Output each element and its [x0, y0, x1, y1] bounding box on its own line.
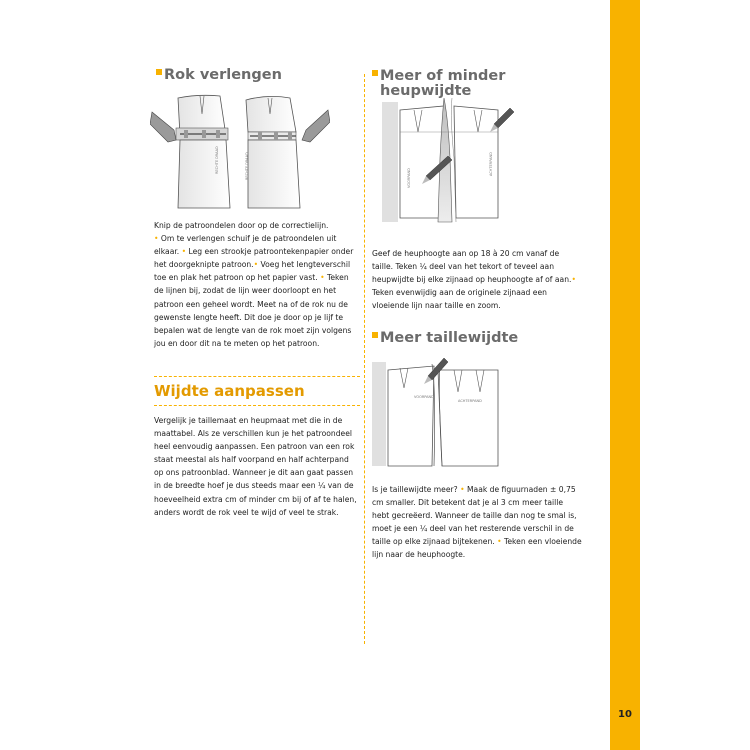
column-divider: [364, 74, 365, 644]
figure-skirt-lengthen: [150, 92, 330, 210]
heading-text: heupwijdte: [380, 83, 472, 99]
paragraph-wijdte-aanpassen: [154, 414, 360, 519]
section-rule-bottom: [154, 405, 360, 406]
section-heading-heupwijdte: [372, 69, 505, 99]
figure-waist-width: [372, 358, 507, 468]
page-number: 10: [618, 709, 632, 720]
section-heading-rok-verlengen: [156, 68, 282, 83]
figure-hip-width: [370, 98, 515, 223]
square-bullet-icon: [156, 69, 162, 75]
text-segment: Leg een strookje patroontekenpapier onder het doorgeknipte patroon.: [154, 247, 354, 270]
side-accent-bar: [610, 0, 640, 750]
section-heading-wijdte-aanpassen: Wijdte aanpassen: [154, 382, 305, 400]
svg-text:VOORPAND: VOORPAND: [407, 168, 411, 188]
square-bullet-icon: [372, 70, 378, 76]
text-segment: Vergelijk je taillemaat en heupmaat met die in de maattabel. Als ze verschillen kun je het patroondeel heel eenvoudig aanpassen. Een patroon van een rok staat meestal als half voorpand en half achterpand op ons patroonblad. Wanneer je dit aan gaat passen in de breedte hoef je dus steeds maar een ¼ van de hoeveelheid extra cm of minder cm bij of af te halen, anders wordt de rok veel te wijd of veel te strak.: [154, 416, 357, 517]
svg-text:RECHTE DRAAD: RECHTE DRAAD: [245, 152, 249, 180]
bullet-dot-icon: •: [571, 275, 576, 285]
text-segment: Knip de patroondelen door op de correctielijn.: [154, 221, 329, 230]
text-segment: Teken een vloeiende lijn naar de heuphoogte.: [372, 537, 582, 560]
heading-text: Meer of minder: [380, 68, 506, 84]
svg-text:ACHTERPAND: ACHTERPAND: [489, 152, 493, 176]
bullet-dot-icon: •: [181, 247, 189, 257]
bullet-dot-icon: •: [320, 273, 327, 283]
text-segment: Geef de heuphoogte aan op 18 à 20 cm vanaf de taille. Teken ¼ deel van het tekort of teveel aan heupwijdte bij elke zijnaad op heuphoogte af of aan.: [372, 249, 572, 285]
bullet-dot-icon: •: [460, 485, 467, 494]
bullet-dot-icon: •: [253, 260, 261, 270]
svg-text:ACHTERPAND: ACHTERPAND: [458, 399, 482, 403]
heading-text: Meer taillewijdte: [380, 330, 519, 346]
text-segment: Is je taillewijdte meer?: [372, 485, 458, 494]
text-segment: Teken de lijnen bij, zodat de lijn weer doorloopt en het patroon een geheel wordt. Meet na of de rok nu de gewenste lengte heeft. Dit doe je door op je lijf te bepalen wat de lengte van de rok moet zijn volgens jou en door dit na te meten op het patroon.: [154, 273, 352, 348]
paragraph-rok-verlengen: [154, 219, 360, 350]
section-heading-taillewijdte: [372, 331, 518, 346]
text-segment: Teken evenwijdig aan de originele zijnaad een vloeiende lijn naar taille en zoom.: [372, 288, 547, 311]
heading-text: Rok verlengen: [164, 67, 282, 83]
bullet-dot-icon: •: [497, 537, 505, 547]
paragraph-taillewijdte: [372, 483, 582, 562]
text-segment: Om te verlengen schuif je de patroondelen uit elkaar.: [154, 234, 337, 257]
svg-text:RECHTE DRAAD: RECHTE DRAAD: [215, 146, 219, 174]
bullet-dot-icon: •: [154, 234, 161, 244]
paragraph-heupwijdte: [372, 247, 582, 312]
square-bullet-icon: [372, 332, 378, 338]
text-segment: Maak de figuurnaden ± 0,75 cm smaller. Dit betekent dat je al 3 cm meer taille hebt gecreëerd. Wanneer de taille dan nog te smal is, moet je een ¼ deel van het resterende verschil in de taille op elke zijnaad bijtekenen.: [372, 485, 577, 547]
section-rule-top: [154, 376, 360, 377]
text-segment: Voeg het lengteverschil toe en plak het patroon op het papier vast.: [154, 260, 351, 283]
svg-text:VOORPAND: VOORPAND: [414, 395, 434, 399]
